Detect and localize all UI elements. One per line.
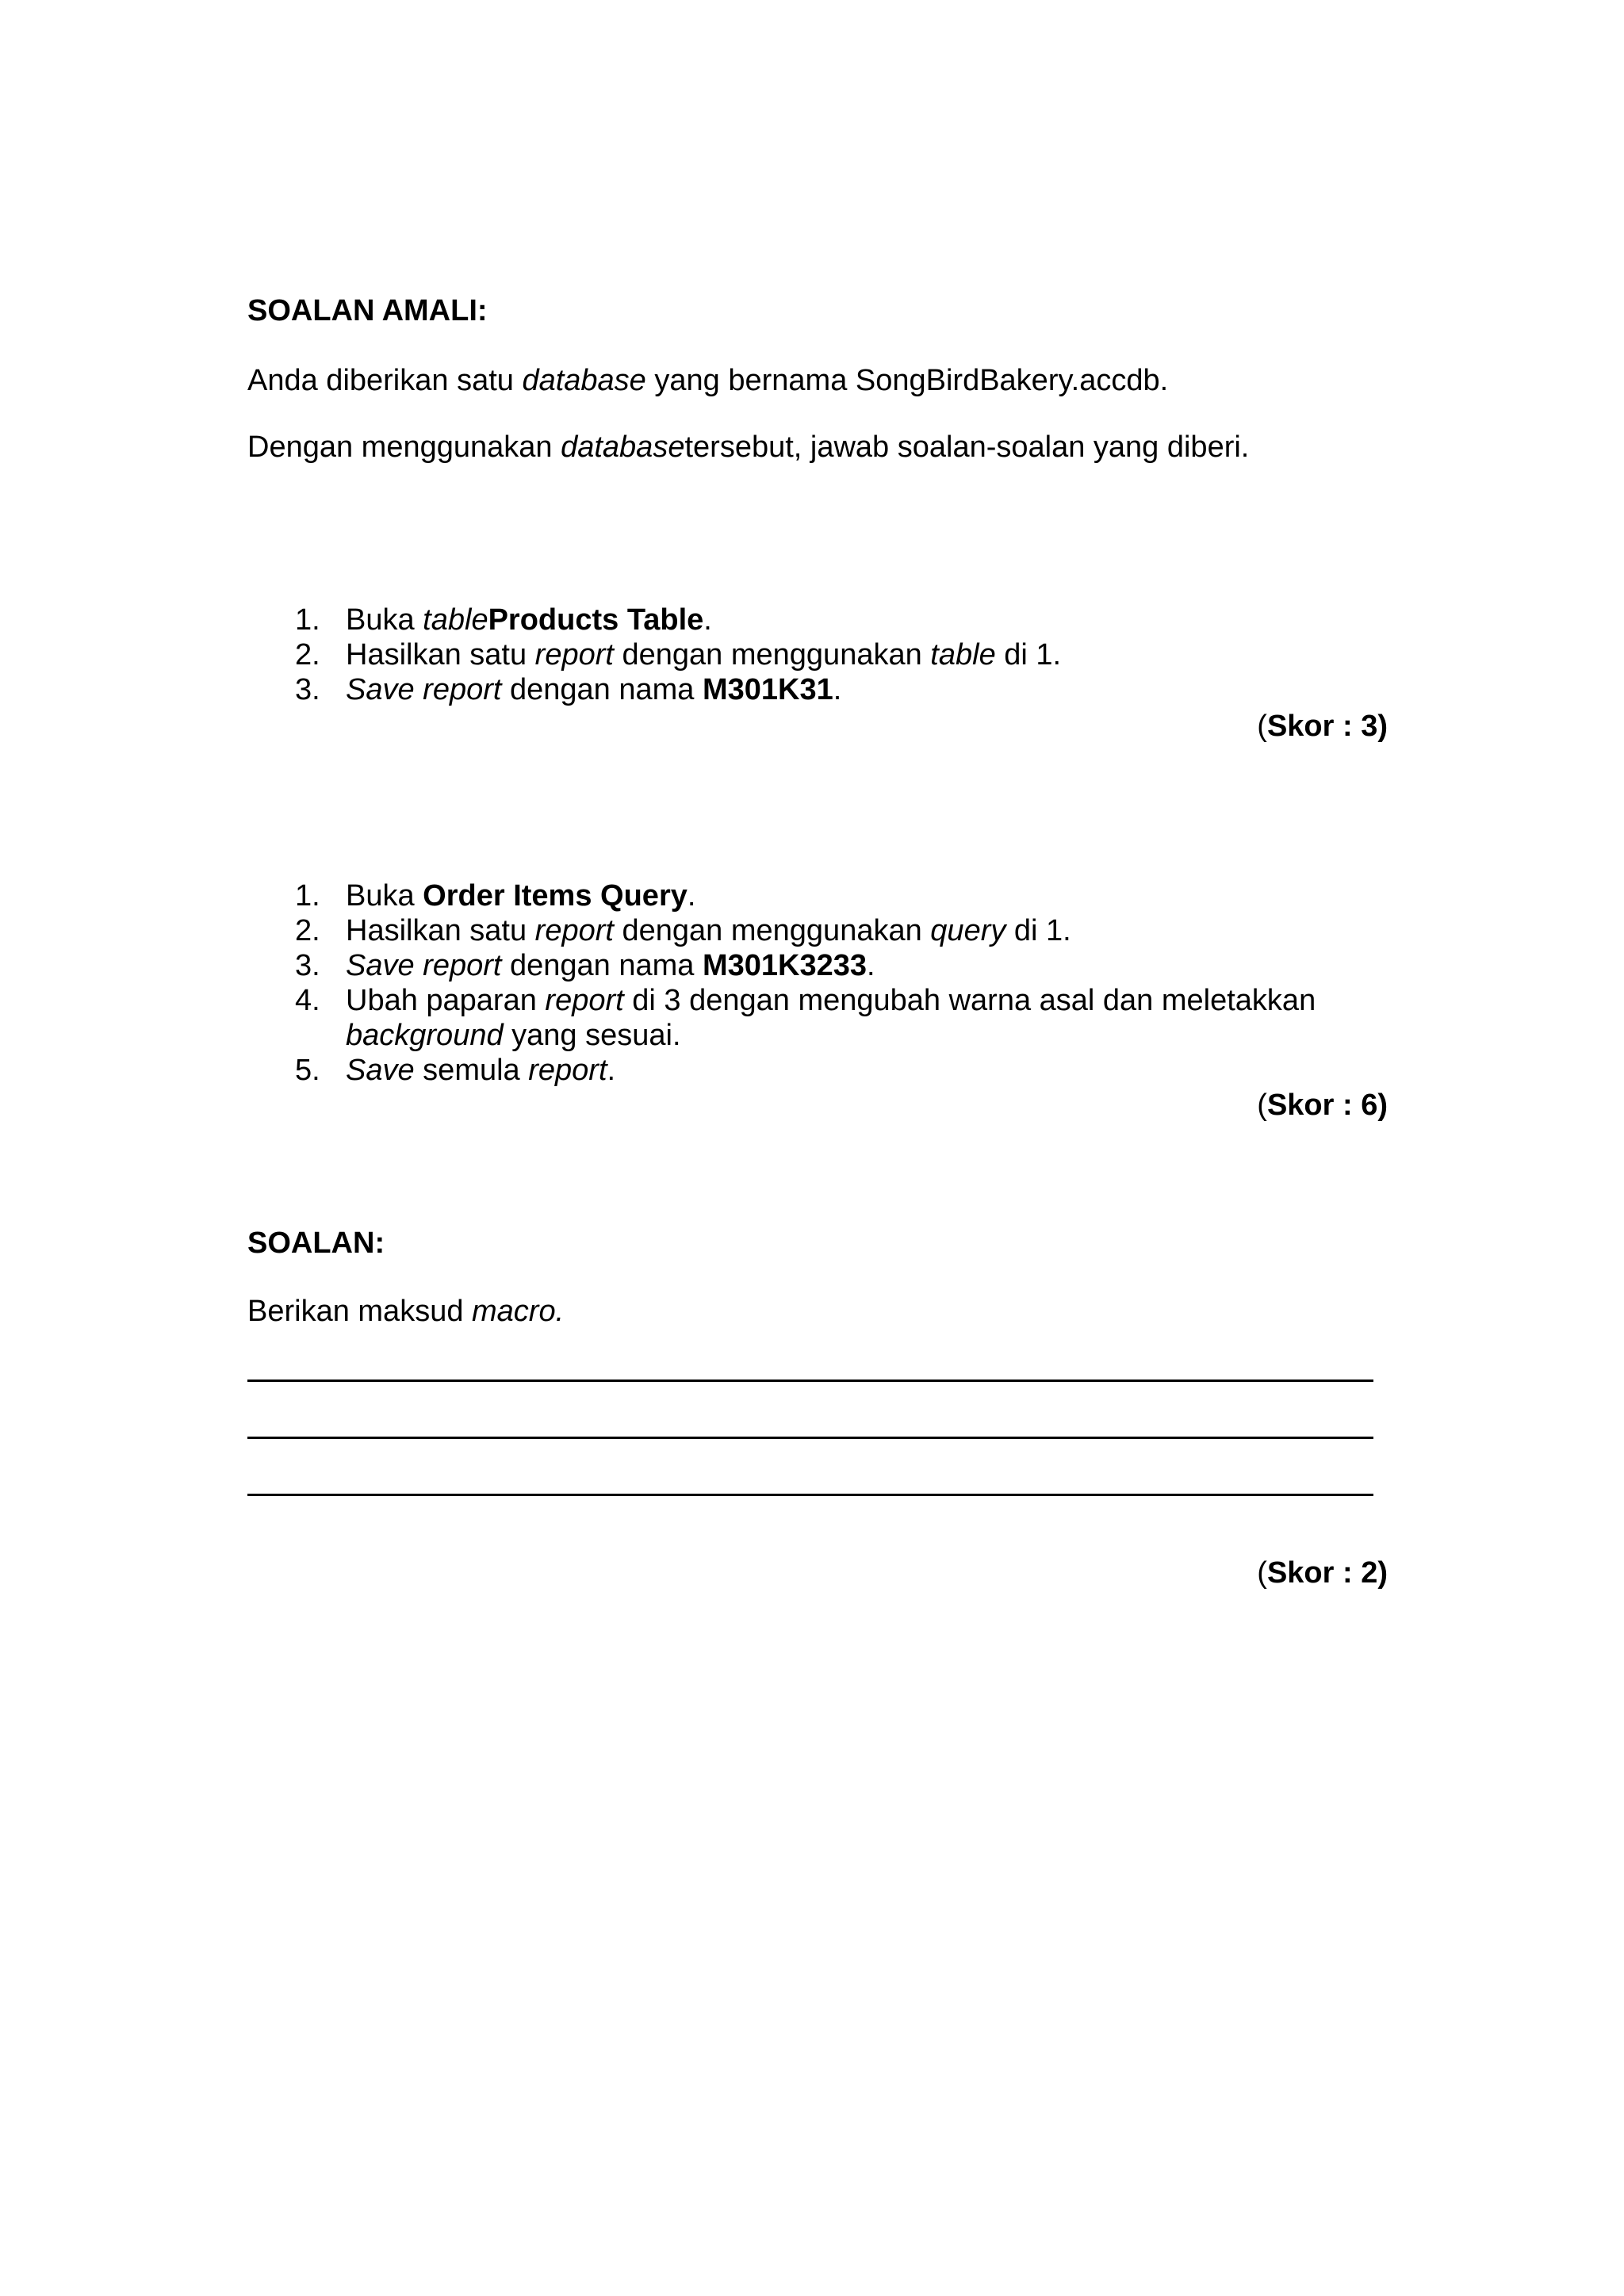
- section-heading-practical: SOALAN AMALI:: [247, 294, 488, 327]
- task2-step-5: [247, 1053, 1397, 1088]
- task2-step-4: [247, 983, 1397, 1053]
- task1-step-2: [247, 637, 1397, 672]
- step-text-run: Save report: [346, 949, 502, 982]
- step-number: 5.: [295, 1054, 320, 1087]
- step-text-run: table: [423, 603, 488, 637]
- step-text-run: Hasilkan satu: [346, 914, 535, 947]
- step-text-run: table: [930, 638, 996, 672]
- step-number: 1.: [295, 603, 320, 637]
- step-text-run: semula: [414, 1054, 529, 1087]
- step-text-run: report: [534, 638, 614, 672]
- step-text-run: Buka: [346, 603, 423, 637]
- step-text-run: report: [545, 984, 624, 1017]
- step-text-run: .: [833, 673, 842, 706]
- step-text-run: di 1.: [1005, 914, 1071, 947]
- question-text: Berikan maksud macro.: [247, 1295, 565, 1328]
- step-text-run: Order Items Query: [423, 879, 688, 913]
- answer-line[interactable]: [247, 1494, 1373, 1496]
- step-text-run: M301K3233: [702, 949, 868, 982]
- task2-step-2: [247, 913, 1397, 948]
- step-text-run: Ubah paparan: [346, 984, 546, 1017]
- step-text-run: Products Table: [488, 603, 704, 637]
- step-number: 1.: [295, 879, 320, 913]
- task-1-score: (Skor : 3): [1257, 710, 1388, 743]
- intro-paragraph-1: Anda diberikan satu database yang bernama SongBirdBakery.accdb.: [247, 364, 1169, 397]
- step-text-run: di 3 dengan mengubah warna asal dan meletakkan: [623, 984, 1316, 1017]
- step-text-run: dengan menggunakan: [613, 914, 931, 947]
- step-text-run: report: [528, 1054, 607, 1087]
- step-text-run: di 1.: [995, 638, 1062, 672]
- section-heading-question: SOALAN:: [247, 1226, 385, 1260]
- step-text-run: query: [930, 914, 1006, 947]
- answer-line[interactable]: [247, 1380, 1373, 1382]
- task-2-steps: [247, 878, 1397, 1088]
- step-text-run: dengan nama: [501, 673, 703, 706]
- step-text-run: .: [867, 949, 875, 982]
- step-text-run: Save report: [346, 673, 502, 706]
- task2-step-1: [247, 878, 1397, 913]
- step-text-run: dengan menggunakan: [613, 638, 931, 672]
- step-text-run: .: [703, 603, 712, 637]
- task1-step-1: [247, 603, 1397, 637]
- step-text-run: report: [534, 914, 614, 947]
- step-number: 2.: [295, 914, 320, 947]
- question-score: (Skor : 2): [1257, 1556, 1388, 1590]
- step-text-run: background: [346, 1019, 504, 1052]
- step-number: 3.: [295, 673, 320, 706]
- task1-step-3: [247, 672, 1397, 707]
- step-text-run: Save: [346, 1054, 415, 1087]
- task-1-steps: [247, 603, 1397, 707]
- step-text-run: M301K31: [702, 673, 833, 706]
- task2-step-3: [247, 948, 1397, 983]
- step-number: 4.: [295, 984, 320, 1017]
- step-text-run: Buka: [346, 879, 423, 913]
- step-number: 3.: [295, 949, 320, 982]
- step-text-run: dengan nama: [501, 949, 703, 982]
- task-2-score: (Skor : 6): [1257, 1089, 1388, 1122]
- intro-paragraph-2: Dengan menggunakan databasetersebut, jawab soalan-soalan yang diberi.: [247, 430, 1250, 464]
- step-text-run: .: [687, 879, 696, 913]
- step-text-run: .: [607, 1054, 616, 1087]
- answer-line[interactable]: [247, 1437, 1373, 1439]
- step-text-run: yang sesuai.: [503, 1019, 681, 1052]
- step-text-run: Hasilkan satu: [346, 638, 535, 672]
- step-number: 2.: [295, 638, 320, 672]
